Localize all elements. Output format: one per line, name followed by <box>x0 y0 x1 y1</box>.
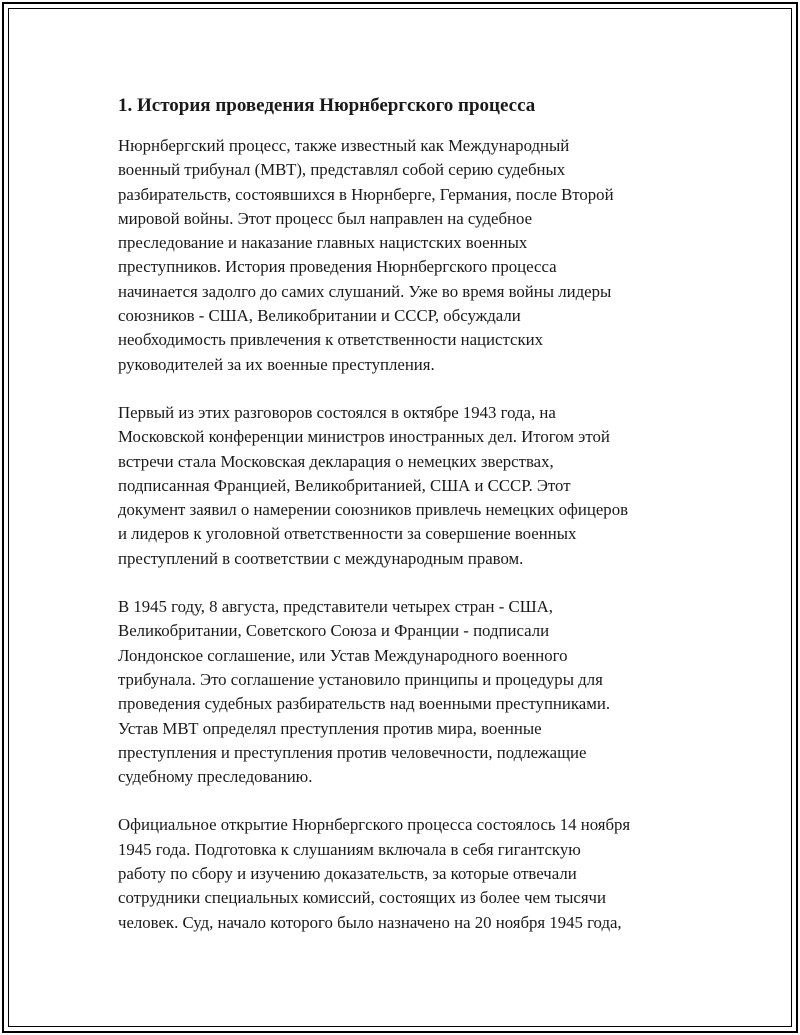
paragraph-line: Московской конференции министров иностранных дел. Итогом этой <box>118 427 610 447</box>
paragraph-line: 1945 года. Подготовка к слушаниям включала в себя гигантскую <box>118 839 581 859</box>
paragraph-line: подписанная Францией, Великобританией, США и СССР. Этот <box>118 475 571 495</box>
paragraph-line: Устав МВТ определял преступления против мира, военные <box>118 718 542 738</box>
paragraph-line: преступлений в соответствии с международным правом. <box>118 548 524 568</box>
paragraph-line: сотрудники специальных комиссий, состоящих из более чем тысячи <box>118 888 606 908</box>
paragraph-3 <box>118 595 690 789</box>
paragraph-line: Первый из этих разговоров состоялся в октябре 1943 года, на <box>118 402 556 422</box>
paragraph-line: проведения судебных разбирательств над военными преступниками. <box>118 694 611 714</box>
paragraph-line: союзников - США, Великобритании и СССР, обсуждали <box>118 306 521 326</box>
paragraph-2 <box>118 401 690 571</box>
document-content <box>118 94 690 959</box>
paragraph-line: Официальное открытие Нюрнбергского процесса состоялось 14 ноября <box>118 815 631 835</box>
paragraph-line: мировой войны. Этот процесс был направлен на судебное <box>118 208 533 228</box>
paragraph-line: и лидеров к уголовной ответственности за совершение военных <box>118 524 577 544</box>
paragraph-line: встречи стала Московская декларация о немецких зверствах, <box>118 451 554 471</box>
paragraph-line: разбирательств, состоявшихся в Нюрнберге, Германия, после Второй <box>118 184 614 204</box>
paragraph-line: работу по сбору и изучению доказательств, за которые отвечали <box>118 864 577 884</box>
paragraph-line: Великобритании, Советского Союза и Франции - подписали <box>118 621 550 641</box>
paragraph-line: преступников. История проведения Нюрнбергского процесса <box>118 257 557 277</box>
paragraph-line: трибунала. Это соглашение установило принципы и процедуры для <box>118 669 603 689</box>
paragraph-4 <box>118 813 690 934</box>
paragraph-line: начинается задолго до самих слушаний. Уже во время войны лидеры <box>118 281 612 301</box>
paragraph-line: Лондонское соглашение, или Устав Международного военного <box>118 645 568 665</box>
paragraph-line: преступления и преступления против человечности, подлежащие <box>118 742 587 762</box>
section-heading: 1. История проведения Нюрнбергского процесса <box>118 95 536 116</box>
paragraph-line: преследование и наказание главных нацистских военных <box>118 233 528 253</box>
paragraph-line: необходимость привлечения к ответственности нацистских <box>118 330 543 350</box>
paragraph-line: судебному преследованию. <box>118 767 313 787</box>
paragraph-line: руководителей за их военные преступления. <box>118 354 435 374</box>
paragraph-1 <box>118 134 690 377</box>
paragraph-line: военный трибунал (МВТ), представлял собой серию судебных <box>118 160 566 180</box>
paragraph-line: Нюрнбергский процесс, также известный как Международный <box>118 136 570 155</box>
paragraph-line: документ заявил о намерении союзников привлечь немецких офицеров <box>118 500 629 520</box>
paragraph-line: В 1945 году, 8 августа, представители четырех стран - США, <box>118 597 553 617</box>
paragraph-line: человек. Суд, начало которого было назначено на 20 ноября 1945 года, <box>118 912 622 932</box>
